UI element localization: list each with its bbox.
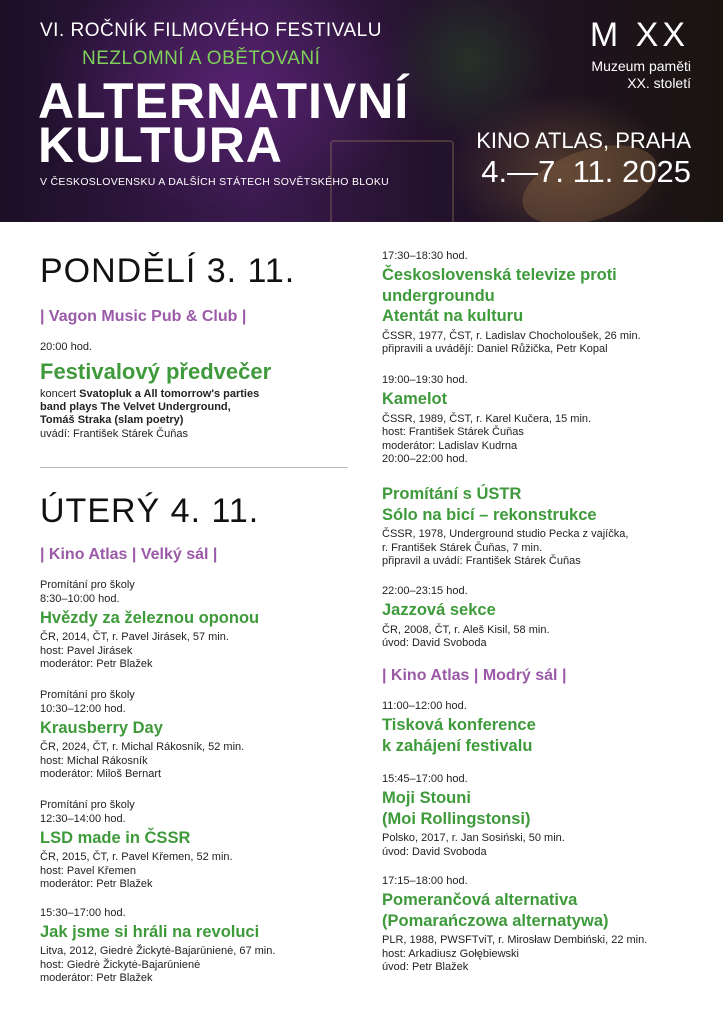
event-title: Tisková konference (382, 716, 536, 734)
event-info: host: František Stárek Čuňas (382, 426, 524, 438)
event-title: Sólo na bicí – rekonstrukce (382, 505, 597, 524)
event-time: 12:30–14:00 hod. (40, 813, 126, 825)
museum-name-line1: Muzeum paměti (591, 58, 691, 74)
event-time: 17:15–18:00 hod. (382, 875, 468, 887)
event-title: Hvězdy za železnou oponou (40, 609, 260, 627)
event-info: připravil a uvádí: František Stárek Čuňas (382, 555, 581, 567)
event-info: host: Michal Rákosník (40, 754, 148, 767)
event-time: 19:00–19:30 hod. (382, 374, 468, 386)
event-title: Jak jsme si hráli na revoluci (40, 923, 260, 941)
event-title: Atentát na kulturu (382, 307, 524, 325)
event-time: 17:30–18:30 hod. (382, 250, 468, 262)
event-info: moderátor: Ladislav Kudrna (382, 439, 518, 452)
section-divider (40, 467, 348, 468)
event-title: (Moi Rollingstonsi) (382, 809, 531, 828)
day-heading-tuesday: ÚTERÝ 4. 11. (40, 492, 260, 530)
festival-name: NEZLOMNÍ A OBĚTOVANÍ (82, 48, 321, 69)
event-info: úvod: David Svoboda (382, 845, 487, 858)
event-time: 15:45–17:00 hod. (382, 773, 468, 785)
event-title: Promítání s ÚSTR (382, 485, 522, 503)
event-info: ČR, 2015, ČT, r. Pavel Křemen, 52 min. (40, 851, 233, 863)
event-category: Promítání pro školy (40, 579, 135, 591)
event-title: Festivalový předvečer (40, 359, 272, 384)
event-time: 11:00–12:00 hod. (382, 700, 467, 712)
museum-logo: M XX (589, 16, 689, 54)
event-title: Pomerančová alternativa (382, 891, 578, 909)
event-title: Moji Stouni (382, 789, 471, 807)
event-info: úvod: Petr Blažek (382, 961, 469, 973)
event-category: Promítání pro školy (40, 689, 135, 701)
event-info: připravili a uvádějí: Daniel Růžička, Petr Kopal (382, 343, 608, 355)
event-info: 20:00–22:00 hod. (382, 453, 468, 465)
event-info: PLR, 1988, PWSFTviT, r. Mirosław Dembiński, 22 min. (382, 934, 648, 946)
event-title: Kamelot (382, 390, 448, 408)
event-time: 10:30–12:00 hod. (40, 703, 126, 715)
event-time: 22:00–23:15 hod. (382, 585, 468, 597)
event-info: ČSSR, 1977, ČST, r. Ladislav Chocholoušek, 26 min. (382, 329, 641, 342)
festival-venue: KINO ATLAS, PRAHA (476, 128, 691, 153)
venue-velky-sal: | Kino Atlas | Velký sál | (40, 546, 218, 563)
event-info: host: Giedrė Žickytė-Bajarūnienė (40, 958, 201, 971)
event-info: ČR, 2008, ČT, r. Aleš Kisil, 58 min. (382, 623, 550, 636)
event-info: ČSSR, 1989, ČST, r. Karel Kučera, 15 min. (382, 412, 592, 425)
theme-title-line2: KULTURA (38, 117, 283, 173)
event-info: ČR, 2024, ČT, r. Michal Rákosník, 52 min. (40, 741, 245, 753)
festival-edition: VI. ROČNÍK FILMOVÉHO FESTIVALU (40, 20, 382, 41)
event-info: host: Pavel Jirásek (40, 644, 133, 657)
event-info: band plays The Velvet Underground, (40, 401, 231, 413)
event-title: (Pomarańczowa alternatywa) (382, 911, 609, 930)
event-time: 8:30–10:00 hod. (40, 593, 120, 605)
museum-name-line2: XX. století (627, 75, 691, 91)
event-info: host: Pavel Křemen (40, 864, 136, 877)
event-info: úvod: David Svoboda (382, 637, 487, 649)
event-time: 15:30–17:00 hod. (40, 907, 126, 919)
venue-vagon: | Vagon Music Pub & Club | (40, 308, 247, 325)
event-info: moderátor: Miloš Bernart (40, 768, 162, 780)
event-info: ČR, 2014, ČT, r. Pavel Jirásek, 57 min. (40, 631, 229, 643)
event-info: koncert Svatopluk a All tomorrow's parties (40, 388, 260, 400)
event-title: undergroundu (382, 286, 495, 305)
event-info: moderátor: Petr Blažek (40, 658, 153, 670)
event-info: host: Arkadiusz Gołębiewski (382, 947, 519, 960)
event-title: k zahájení festivalu (382, 736, 533, 755)
festival-dates: 4.—7. 11. 2025 (481, 154, 691, 189)
event-title: Československá televize proti (382, 266, 617, 284)
theme-title-line1: ALTERNATIVNÍ (38, 73, 410, 129)
event-info: Litva, 2012, Giedrė Žickytė-Bajarūnienė, 67 min. (40, 945, 276, 957)
event-time: 20:00 hod. (40, 341, 92, 353)
event-title: Krausberry Day (40, 719, 163, 737)
event-info: ČSSR, 1978, Underground studio Pecka z vajíčka, (382, 528, 629, 540)
event-info: moderátor: Petr Blažek (40, 972, 153, 984)
event-info: moderátor: Petr Blažek (40, 878, 153, 890)
event-info: r. František Stárek Čuňas, 7 min. (382, 541, 543, 554)
event-info: Polsko, 2017, r. Jan Sosiński, 50 min. (382, 832, 565, 844)
venue-modry-sal: | Kino Atlas | Modrý sál | (382, 667, 567, 684)
festival-banner (0, 0, 723, 222)
day-heading-monday: PONDĚLÍ 3. 11. (40, 252, 296, 290)
event-category: Promítání pro školy (40, 799, 135, 811)
event-title: Jazzová sekce (382, 601, 496, 619)
event-host: uvádí: František Stárek Čuňas (40, 428, 188, 440)
theme-subtitle: V ČESKOSLOVENSKU A DALŠÍCH STÁTECH SOVĚTSKÉHO BLOKU (40, 176, 390, 188)
event-title: LSD made in ČSSR (40, 829, 191, 847)
event-info: Tomáš Straka (slam poetry) (40, 414, 184, 426)
